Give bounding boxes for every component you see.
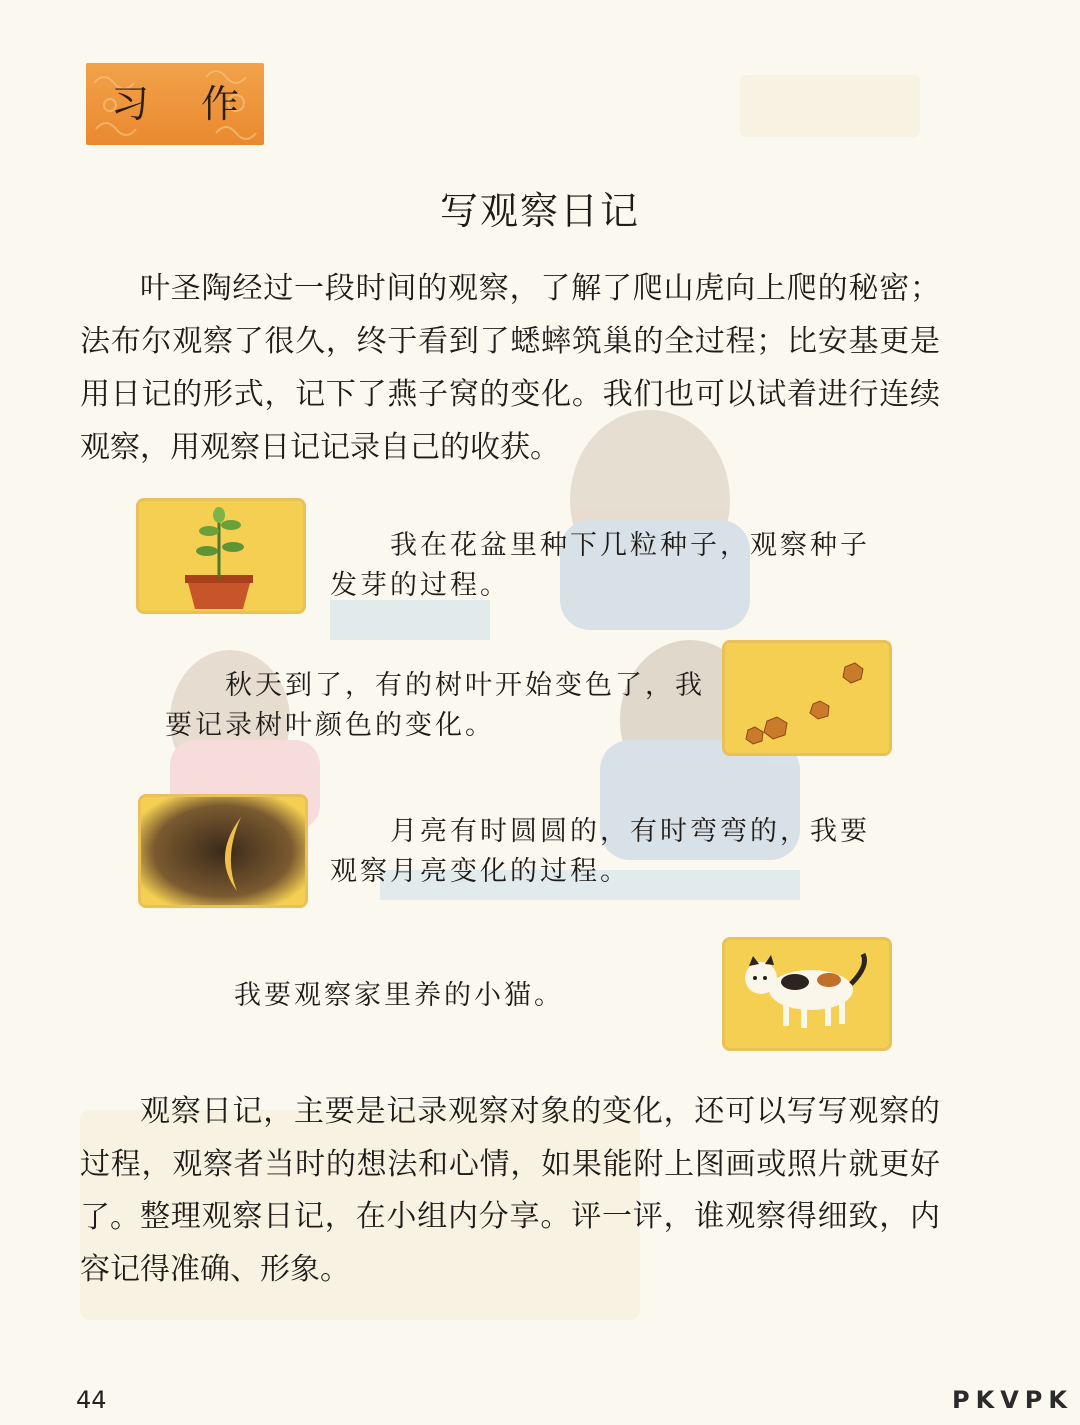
intro-paragraph: 叶圣陶经过一段时间的观察，了解了爬山虎向上爬的秘密；法布尔观察了很久，终于看到了蟋蟀筑巢的全过程；比安基更是用日记的形式，记下了燕子窝的变化。我们也可以试着进行连续观察，用观察日记记录自己的收获。	[80, 271, 940, 465]
crescent-moon-icon	[141, 797, 305, 905]
page-title: 写观察日记	[439, 189, 640, 233]
example-text-moon: 月亮有时圆圆的，有时弯弯的，我要观察月亮变化的过程。	[330, 816, 870, 887]
example-image-moon	[138, 794, 308, 908]
example-image-leaves	[722, 640, 892, 756]
cat-icon	[725, 940, 889, 1048]
autumn-leaves-icon	[725, 643, 889, 753]
example-image-cat	[722, 937, 892, 1051]
diary-tips-paragraph: 观察日记，主要是记录观察对象的变化，还可以写写观察的过程，观察者当时的想法和心情，如果能附上图画或照片就更好了。	[80, 1094, 940, 1235]
example-text-leaves: 秋天到了，有的树叶开始变色了，我要记录树叶颜色的变化。	[165, 670, 705, 741]
section-label: 习 作	[110, 82, 260, 126]
example-text-cat: 我要观察家里养的小猫。	[234, 980, 564, 1011]
share-paragraph: 整理观察日记，在小组内分享。评一评，谁观察得细致，内容记得准确、形象。	[80, 1199, 940, 1287]
page-number: 44	[76, 1386, 107, 1414]
example-image-seedling	[136, 498, 306, 614]
watermark: PKVPK	[952, 1386, 1073, 1414]
example-text-seedling: 我在花盆里种下几粒种子，观察种子发芽的过程。	[330, 530, 870, 601]
section-badge	[86, 63, 264, 145]
seedling-pot-icon	[139, 501, 303, 611]
